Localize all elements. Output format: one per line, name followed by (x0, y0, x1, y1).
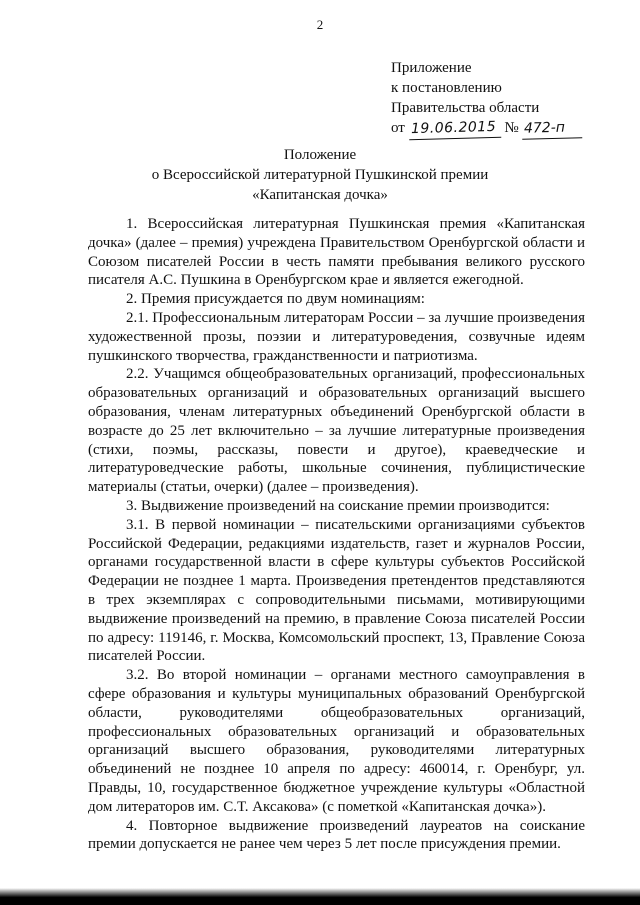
scan-bottom-edge (0, 888, 640, 905)
paragraph: 3.2. Во второй номинации – органами местного самоуправления в сфере образования и культуры муниципальных образований Оренбургской области, руководителями общеобразовательных организаций, профессиональных образовательных организаций и образовательных организаций высшего образования, руководителями литературных объединений не позднее 10 апреля по адресу: 460014, г. Оренбург, ул. Правды, 10, государственное бюджетное учреждение культуры «Областной дом литераторов им. С.Т. Аксакова» (с пометкой «Капитанская дочка»). (88, 667, 585, 815)
document-title (0, 145, 640, 205)
title-line: о Всероссийской литературной Пушкинской премии (151, 167, 489, 183)
appendix-block (391, 58, 582, 139)
paragraph: 3.1. В первой номинации – писательскими организациями субъектов Российской Федерации, редакциями издательств, газет и журналов России, органами государственной власти в сфере культуры субъектов Российской Федерации не позднее 1 марта. Произведения претендентов представляются в трех экземплярах с сопроводительными письмами, мотивирующими выдвижение произведений на премию, в правление Союза писателей России по адресу: 119146, г. Москва, Комсомольский проспект, 13, Правление Союза писателей России. (88, 516, 585, 665)
from-label: от (391, 120, 405, 136)
appendix-line: Правительства области (391, 100, 540, 116)
appendix-line: к постановлению (391, 80, 502, 96)
paragraph: 2.1. Профессиональным литераторам России – за лучшие произведения художественной прозы, поэзии и литературоведения, созвучные идеям пушкинского творчества, гражданственности и патриотизма. (88, 309, 585, 364)
title-line: «Капитанская дочка» (252, 187, 388, 203)
paragraph: 4. Повторное выдвижение произведений лауреатов на соискание премии допускается не ранее чем через 5 лет после присуждения премии. (88, 817, 585, 853)
handwritten-number: 472-п (522, 117, 583, 140)
appendix-line: Приложение (391, 60, 472, 76)
handwritten-date: 19.06.2015 (408, 117, 501, 140)
paragraph: 3. Выдвижение произведений на соискание премии производится: (126, 497, 550, 514)
paragraph: 2.2. Учащимся общеобразовательных организаций, профессиональных образовательных организаций и образовательных организаций высшего образования, членам литературных объединений Оренбургской области в возрасте до 25 лет включительно – за лучшие литературные произведения (стихи, поэмы, рассказы, повести и другое), краеведческие и литературоведческие работы, школьные сочинения, публицистические материалы (статьи, очерки) (далее – произведения). (88, 366, 585, 496)
title-line: Положение (283, 147, 357, 163)
paragraph: 1. Всероссийская литературная Пушкинская премия «Капитанская дочка» (далее – премия) учреждена Правительством Оренбургской области и Союзом писателей России в честь памяти пребывания великого русского писателя А.С. Пушкина в Оренбургском крае и является ежегодной. (88, 216, 585, 289)
document-body (88, 215, 585, 854)
appendix-date-number-line (391, 118, 582, 139)
paragraph: 2. Премия присуждается по двум номинациям: (126, 291, 425, 308)
number-label: № (504, 120, 519, 136)
page-number: 2 (316, 17, 324, 32)
